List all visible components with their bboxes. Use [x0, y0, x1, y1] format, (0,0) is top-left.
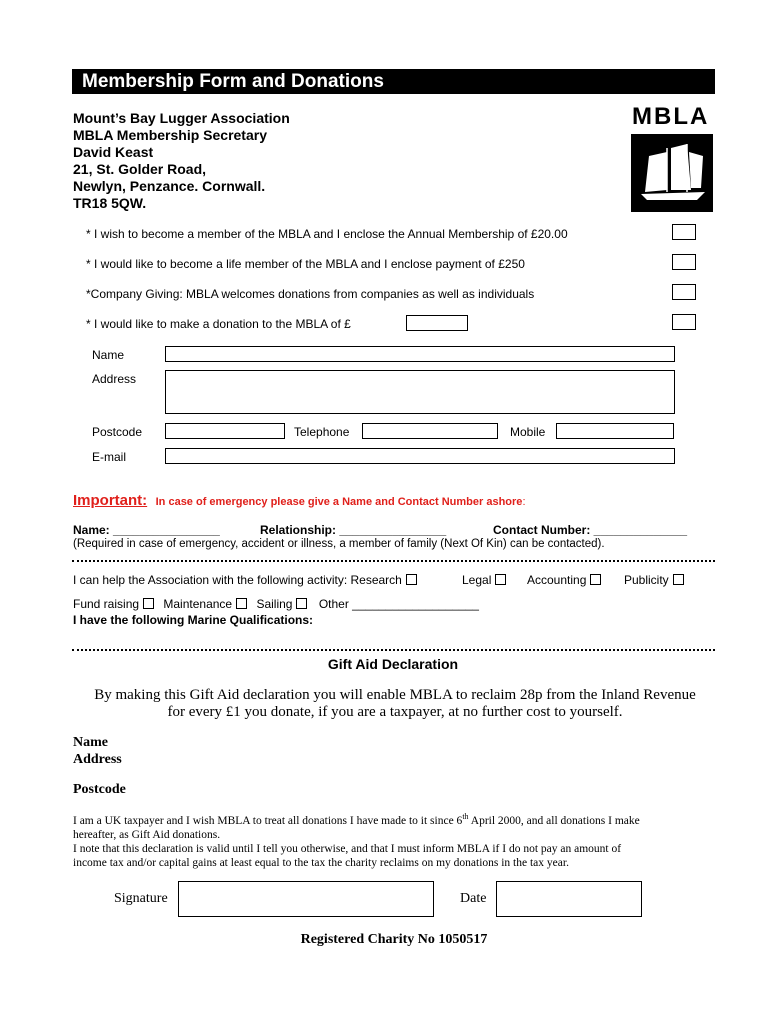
checkbox-research[interactable] — [406, 574, 417, 585]
activity-publicity — [624, 573, 684, 587]
address-line: TR18 5QW. — [73, 195, 147, 211]
gift-aid-heading: Gift Aid Declaration — [327, 656, 459, 672]
checkbox-publicity[interactable] — [673, 574, 684, 585]
gift-aid-details — [73, 734, 122, 768]
telephone-label: Telephone — [294, 425, 350, 439]
email-field[interactable] — [165, 448, 675, 464]
activity-fund-raising-label: Fund raising — [73, 597, 140, 611]
logo — [631, 134, 713, 212]
checkbox-accounting[interactable] — [590, 574, 601, 585]
form-title-bar — [72, 69, 715, 94]
address-line: David Keast — [73, 144, 154, 160]
checkbox-annual-membership[interactable] — [672, 224, 696, 240]
activities-row-2 — [73, 597, 479, 611]
checkbox-fund-raising[interactable] — [143, 598, 154, 609]
gift-aid-intro: By making this Gift Aid declaration you will enable MBLA to reclaim 28p from the Inland Revenue for every £1 you donate, if you are a taxpayer, at no further cost to yourself. — [94, 687, 696, 720]
option-life-membership: * I would like to become a life member of the MBLA and I enclose payment of £250 — [86, 257, 525, 271]
activity-sailing-label: Sailing — [256, 597, 293, 611]
address-line: MBLA Membership Secretary — [73, 127, 267, 143]
address-label: Address — [92, 372, 137, 386]
important-label: Important: — [73, 492, 148, 509]
address-line: 21, St. Golder Road, — [73, 161, 207, 177]
email-label: E-mail — [92, 450, 127, 464]
important-text: In case of emergency please give a Name and Contact Number ashore — [155, 496, 523, 508]
checkbox-donation[interactable] — [672, 314, 696, 330]
activity-publicity-label: Publicity — [624, 573, 669, 587]
dotted-divider — [72, 560, 715, 562]
important-notice: Important: In case of emergency please give a Name and Contact Number ashore: — [73, 492, 526, 509]
address-line: Mount’s Bay Lugger Association — [73, 110, 290, 126]
date-label: Date — [460, 891, 487, 906]
activity-legal-label: Legal — [462, 573, 492, 587]
telephone-field[interactable] — [362, 423, 498, 439]
dotted-divider — [72, 649, 715, 651]
logo-text: MBLA — [632, 103, 710, 130]
signature-label: Signature — [114, 891, 168, 906]
option-donation: * I would like to make a donation to the MBLA of £ — [86, 317, 351, 331]
checkbox-life-membership[interactable] — [672, 254, 696, 270]
emergency-note: (Required in case of emergency, accident or illness, a member of family (Next Of Kin) can be contacted). — [73, 538, 605, 550]
mobile-field[interactable] — [556, 423, 674, 439]
name-label: Name — [92, 348, 125, 362]
mobile-label: Mobile — [510, 425, 546, 439]
option-company-giving: *Company Giving: MBLA welcomes donations from companies as well as individuals — [86, 287, 535, 301]
gift-aid-address-label: Address — [73, 752, 122, 767]
gift-aid-declaration: I am a UK taxpayer and I wish MBLA to treat all donations I have made to it since 6th April 2000, and all donations I make hereafter, as Gift Aid donations. I note that this declaration is valid until I tell you otherwise, and that I must inform MBLA if I do not pay an amount of income tax and/or capital gains at least equal to the tax the charity reclaims on my donations in the tax year. — [73, 812, 640, 869]
sailing-lugger-icon — [631, 134, 713, 212]
postcode-label: Postcode — [92, 425, 143, 439]
activity-accounting-label: Accounting — [527, 573, 587, 587]
association-address — [73, 110, 290, 212]
registered-charity: Registered Charity No 1050517 — [300, 932, 488, 947]
checkbox-legal[interactable] — [495, 574, 506, 585]
activity-legal — [462, 573, 506, 587]
emergency-relationship-line[interactable]: Relationship: ________________ — [260, 523, 447, 537]
signature-field[interactable] — [178, 881, 434, 917]
gift-aid-name-label: Name — [73, 735, 108, 750]
checkbox-maintenance[interactable] — [236, 598, 247, 609]
activity-research-label: I can help the Association with the following activity: Research — [73, 573, 402, 587]
name-field[interactable] — [165, 346, 675, 362]
activity-accounting — [527, 573, 601, 587]
postcode-field[interactable] — [165, 423, 285, 439]
gift-aid-postcode-label: Postcode — [73, 782, 126, 797]
donation-amount-field[interactable] — [406, 315, 468, 331]
checkbox-company-giving[interactable] — [672, 284, 696, 300]
activity-maintenance-label: Maintenance — [163, 597, 233, 611]
activities-row-1 — [73, 573, 417, 587]
activity-other-field[interactable]: Other ___________________ — [318, 597, 479, 611]
address-field[interactable] — [165, 370, 675, 414]
form-title: Membership Form and Donations — [82, 71, 384, 92]
address-line: Newlyn, Penzance. Cornwall. — [73, 178, 266, 194]
marine-qualifications-label: I have the following Marine Qualifications: — [73, 613, 314, 627]
checkbox-sailing[interactable] — [296, 598, 307, 609]
option-annual-membership: * I wish to become a member of the MBLA and I enclose the Annual Membership of £20.00 — [86, 227, 568, 241]
date-field[interactable] — [496, 881, 642, 917]
emergency-name-line[interactable]: Name: ________________ — [73, 523, 220, 537]
emergency-contact-line[interactable]: Contact Number: ______________ — [493, 523, 688, 537]
